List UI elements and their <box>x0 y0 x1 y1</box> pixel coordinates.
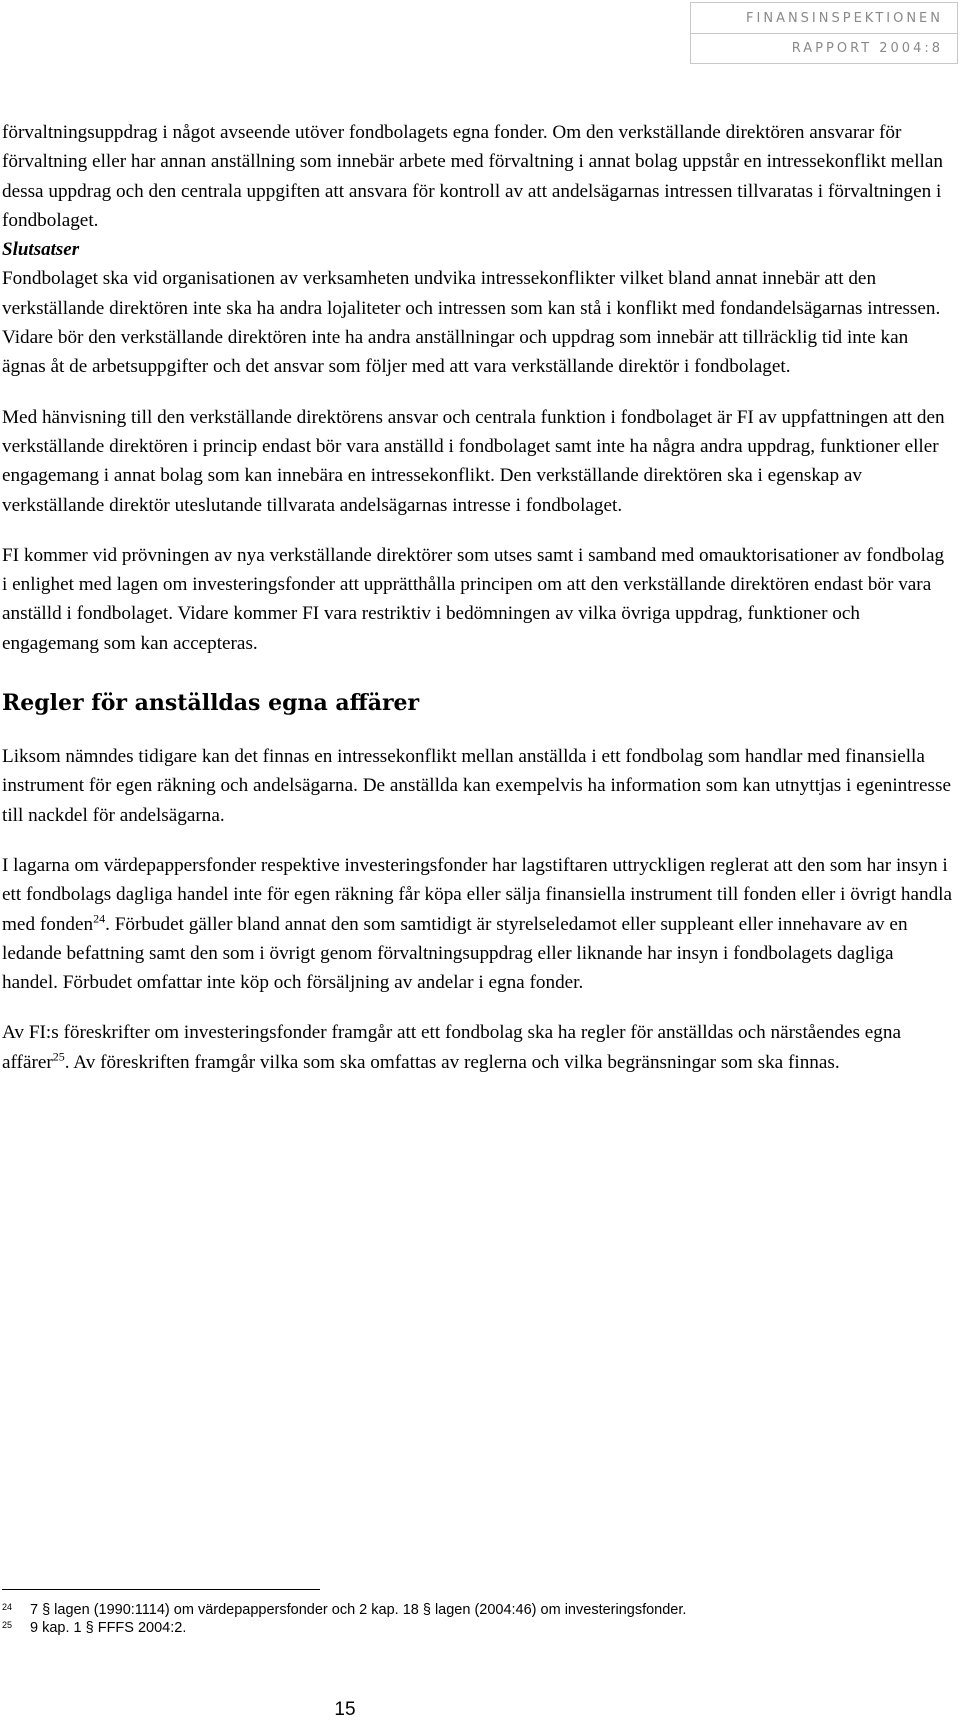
paragraph-3: Med hänvisning till den verkställande direktörens ansvar och centrala funktion i fondbolaget är FI av uppfattningen att den verkställande direktören i princip endast bör vara anställd i fondbolaget samt inte ha några andra uppdrag, funktioner eller engagemang i annat bolag som kan innebära en intressekonflikt. Den verkställande direktören ska i egenskap av verkställande direktör uteslutande tillvarata andelsägarnas intresse i fondbolaget. <box>2 406 945 516</box>
section-heading: Regler för anställdas egna affärer <box>2 690 420 717</box>
paragraph-6-text-a: I lagarna om värdepappersfonder respektive investeringsfonder har lagstiftaren uttryckligen reglerat att den som har insyn i ett fondbolags dagliga handel inte för egen räkning får köpa eller sälja finansiella instrument till fonden eller i övrigt handla med fonden <box>2 854 953 935</box>
footnote-mark: 24 <box>2 1602 13 1612</box>
footnote-25 <box>2 1619 702 1637</box>
paragraph-6 <box>2 851 952 997</box>
footnote-separator <box>2 1589 320 1590</box>
paragraph-4: FI kommer vid prövningen av nya verkställande direktörer som utses samt i samband med omauktorisationer av fondbolag i enlighet med lagen om investeringsfonder att upprätthålla principen om att den verkställande direktören endast bör vara anställd i fondbolaget. Vidare kommer FI vara restriktiv i bedömningen av vilka övriga uppdrag, funktioner och engagemang som kan accepteras. <box>2 544 945 654</box>
header-organization: FINANSINSPEKTIONEN <box>746 11 943 26</box>
paragraph-7-text-a: Av FI:s föreskrifter om investeringsfonder framgår att ett fondbolag ska ha regler för anställdas och närståendes egna affärer <box>2 1022 902 1073</box>
footnote-24 <box>2 1601 702 1619</box>
document-body <box>2 118 952 1077</box>
page-number: 15 <box>334 1699 356 1720</box>
paragraph-7-text-b: . Av föreskriften framgår vilka som ska omfattas av reglerna och vilka begränsningar som ska finnas. <box>64 1051 840 1073</box>
footnote-text: 7 § lagen (1990:1114) om värdepappersfonder och 2 kap. 18 § lagen (2004:46) om investeringsfonder. <box>30 1602 687 1618</box>
header-report-number: RAPPORT 2004:8 <box>791 41 943 56</box>
footnote-ref-25[interactable]: 25 <box>52 1049 65 1064</box>
subheading-slutsatser: Slutsatser <box>2 239 80 261</box>
footnote-text: 9 kap. 1 § FFFS 2004:2. <box>30 1620 187 1636</box>
report-header <box>690 2 958 64</box>
header-divider <box>691 33 957 34</box>
paragraph-6-text-b: . Förbudet gäller bland annat den som samtidigt är styrelseledamot eller suppleant eller innehavare av en ledande befattning samt den som i övrigt genom förvaltningsuppdrag eller liknande har insyn i fondbolagets dagliga handel. Förbudet omfattar inte köp och försäljning av andelar i egna fonder. <box>2 913 908 994</box>
footnote-mark: 25 <box>2 1620 13 1630</box>
paragraph-7 <box>2 1018 952 1077</box>
footnote-ref-24[interactable]: 24 <box>93 911 106 926</box>
paragraph-2: Fondbolaget ska vid organisationen av verksamheten undvika intressekonflikter vilket bland annat innebär att den verkställande direktören inte ska ha andra lojaliteter och intressen som kan stå i konflikt med fondandelsägarnas intressen. Vidare bör den verkställande direktören inte ha andra anställningar och uppdrag som innebär att tillräcklig tid inte kan ägnas åt de arbetsuppgifter och det ansvar som följer med att vara verkställande direktör i fondbolaget. <box>2 268 941 378</box>
paragraph-1: förvaltningsuppdrag i något avseende utöver fondbolagets egna fonder. Om den verkställande direktören ansvarar för förvaltning eller har annan anställning som innebär arbete med förvaltning i annat bolag uppstår en intressekonflikt mellan dessa uppdrag och den centrala uppgiften att ansvara för kontroll av att andelsägarnas intressen tillvaratas i förvaltningen i fondbolaget. <box>2 122 943 231</box>
paragraph-5: Liksom nämndes tidigare kan det finnas en intressekonflikt mellan anställda i ett fondbolag som handlar med finansiella instrument för egen räkning och andelsägarna. De anställda kan exempelvis ha information som kan utnyttjas i egenintresse till nackdel för andelsägarna. <box>2 746 951 826</box>
footnotes <box>2 1601 702 1637</box>
